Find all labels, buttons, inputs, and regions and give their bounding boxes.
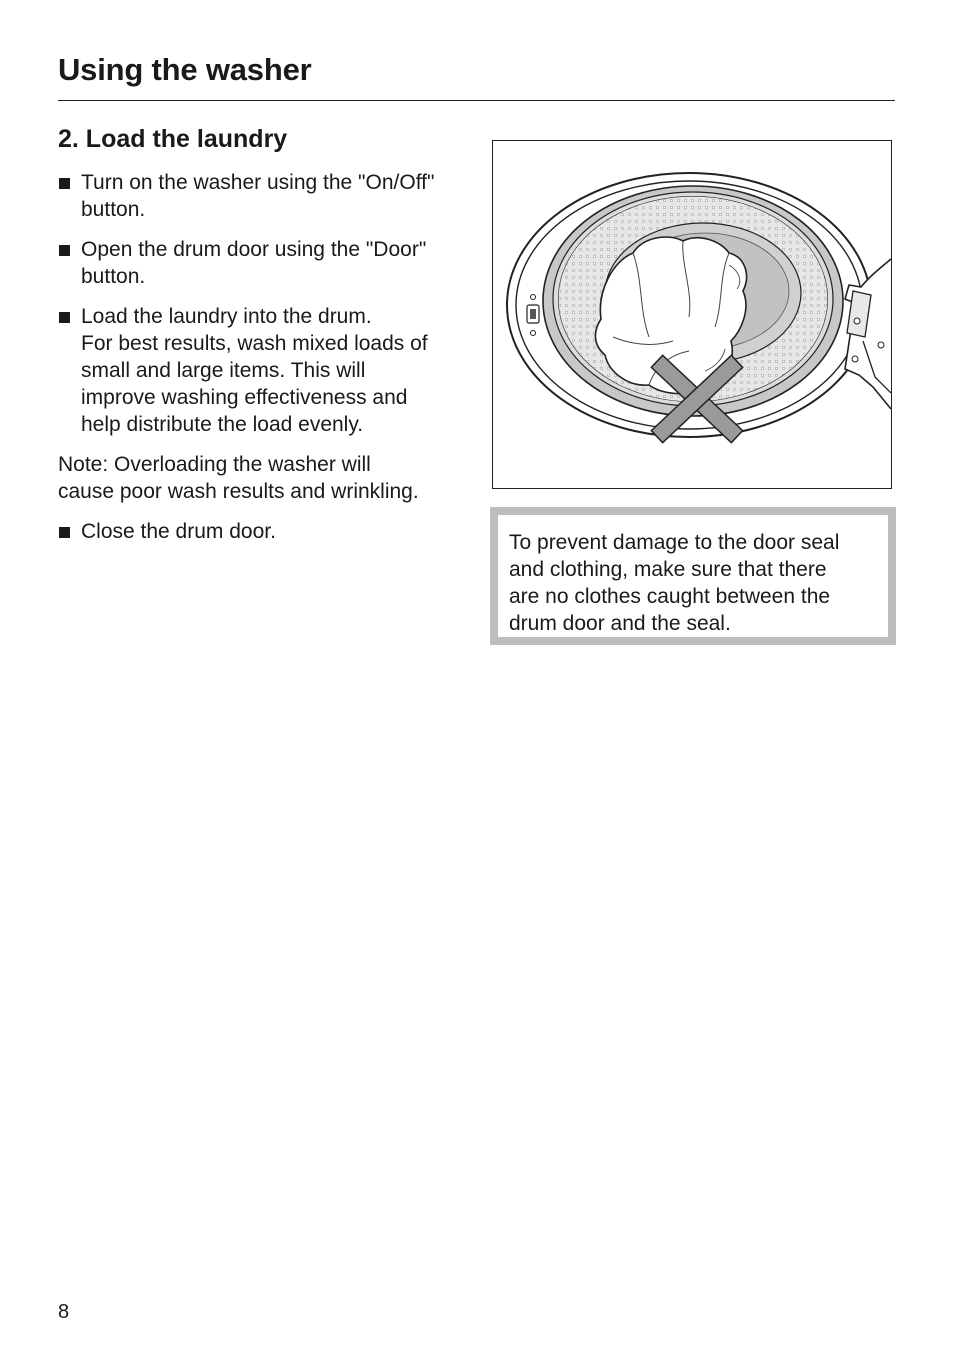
step-text-line: Close the drum door. xyxy=(81,520,276,543)
step-text-line: help distribute the load evenly. xyxy=(81,413,364,436)
step-text-line: Load the laundry into the drum. xyxy=(81,305,372,328)
hinge-screw-icon xyxy=(854,318,860,324)
step-text-line: small and large items. This will xyxy=(81,359,366,382)
warning-text-line: drum door and the seal. xyxy=(509,612,731,635)
section-heading: 2. Load the laundry xyxy=(58,125,288,153)
warning-text-line: and clothing, make sure that there xyxy=(509,558,827,581)
step-open-door xyxy=(58,236,478,290)
square-bullet-icon xyxy=(59,245,70,256)
step-text-line: For best results, wash mixed loads of xyxy=(81,332,428,355)
hinge-screw-icon xyxy=(878,342,884,348)
rim-screw-icon xyxy=(531,331,536,336)
drum-illustration-svg xyxy=(493,141,891,488)
step-text-line: Turn on the washer using the "On/Off" xyxy=(81,171,435,194)
page-number: 8 xyxy=(58,1301,70,1323)
square-bullet-icon xyxy=(59,527,70,538)
overload-note xyxy=(58,451,478,505)
warning-box xyxy=(490,507,896,645)
note-text-line: cause poor wash results and wrinkling. xyxy=(58,480,419,503)
hinge-screw-icon xyxy=(852,356,858,362)
instructions-column xyxy=(58,169,478,558)
note-text-line: Note: Overloading the washer will xyxy=(58,453,371,476)
step-text-line: button. xyxy=(81,198,146,221)
title-divider xyxy=(58,100,895,101)
step-turn-on xyxy=(58,169,478,223)
step-text-line: improve washing effectiveness and xyxy=(81,386,408,409)
square-bullet-icon xyxy=(59,178,70,189)
warning-text-line: are no clothes caught between the xyxy=(509,585,831,608)
door-switch-slot xyxy=(530,309,536,319)
warning-text-line: To prevent damage to the door seal xyxy=(509,531,840,554)
warning-text-panel xyxy=(498,515,888,637)
step-text-line: button. xyxy=(81,265,146,288)
step-load-laundry xyxy=(58,303,478,438)
square-bullet-icon xyxy=(59,312,70,323)
step-close-door xyxy=(58,518,478,545)
step-text-line: Open the drum door using the "Door" xyxy=(81,238,427,261)
page-title: Using the washer xyxy=(58,52,312,87)
washer-drum-illustration xyxy=(492,140,892,489)
rim-screw-icon xyxy=(531,295,536,300)
